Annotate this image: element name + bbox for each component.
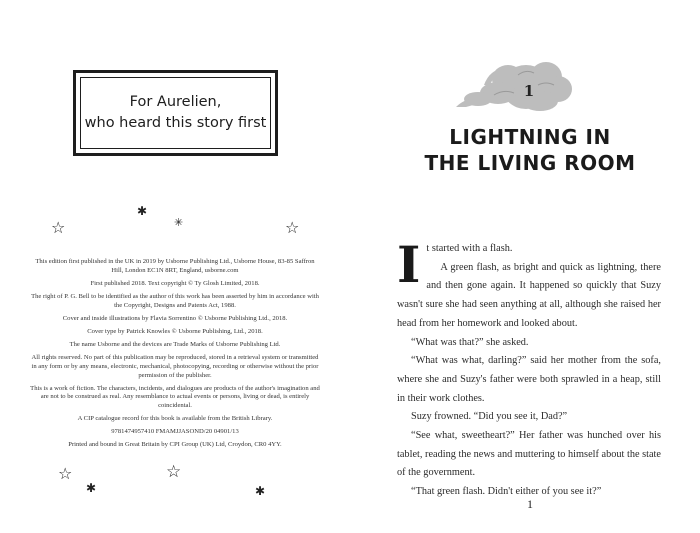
star-icon: ✱	[255, 484, 266, 498]
star-icon: ☆	[58, 464, 73, 483]
imprint-line: 9781474957410 FMAMJJASOND/20 04901/13	[111, 428, 239, 436]
imprint-line: The name Usborne and the devices are Trade Marks of Usborne Publishing Ltd.	[69, 341, 281, 349]
dedication-line-2: who heard this story first	[84, 115, 267, 131]
dedication-frame	[73, 70, 278, 156]
imprint-line: This edition first published in the UK in 2019 by Usborne Publishing Ltd., Usborne House, 83-85 Saffron Hill, London EC1N 8RT, England, usborne.com	[35, 258, 315, 274]
smoke-cloud-icon	[454, 55, 584, 117]
dedication-inner-frame	[80, 77, 271, 149]
imprint-line: First published 2018. Text copyright © Ty Glosh Limited, 2018.	[90, 279, 260, 287]
paragraph: “See what, sweetheart?” Her father was hunched over his tablet, reading the news and muttering to himself about the state of the government.	[397, 430, 661, 479]
imprint-line: All rights reserved. No part of this publication may be reproduced, stored in a retrieval system or transmitted in any form or by any means, electronic, mechanical, photocopying, recording or otherwise without the prior permission of the publisher.	[31, 354, 319, 379]
imprint-line: Cover type by Patrick Knowles © Usborne Publishing, Ltd., 2018.	[87, 327, 263, 335]
page-number: 1	[527, 497, 533, 511]
paragraph: “That green flash. Didn't either of you see it?”	[411, 486, 602, 498]
imprint-line: Cover and inside illustrations by Flavia Sorrentino © Usborne Publishing Ltd., 2018.	[62, 314, 288, 322]
chapter-number: 1	[523, 82, 535, 100]
chapter-title-line-1: LIGHTNING IN	[449, 125, 611, 149]
imprint-line: A CIP catalogue record for this book is available from the British Library.	[77, 415, 273, 423]
dedication-line-1: For Aurelien,	[129, 94, 222, 110]
star-icon: ☆	[166, 462, 182, 482]
star-icon: ✱	[137, 204, 148, 218]
paragraph: A green flash, as bright and quick as lightning, there and then gone again. It happened so quickly that Suzy wasn't sure she had seen anything at all, although she raised her head from her homework and looked about.	[397, 261, 661, 329]
star-icon: ☆	[285, 218, 300, 237]
chapter-title-line-2: THE LIVING ROOM	[424, 151, 636, 175]
star-icon: ✱	[86, 481, 97, 495]
star-icon: ✳	[174, 216, 184, 229]
paragraph: “What was what, darling?” said her mother from the sofa, where she and Suzy's father were both sprawled in a heap, still in their work clothes.	[397, 355, 661, 404]
drop-cap: I	[397, 235, 421, 294]
imprint-line: This is a work of fiction. The characters, incidents, and dialogues are products of the author's imagination and are not to be construed as real. Any resemblance to actual events or persons, living or dead, is entirely coincidental.	[30, 384, 320, 409]
right-page	[350, 0, 700, 533]
chapter-body	[397, 235, 661, 502]
copyright-imprint	[30, 258, 320, 455]
paragraph-text: t started with a flash.	[426, 243, 513, 254]
imprint-line: The right of P. G. Bell to be identified as the author of this work has been asserted by him in accordance with the Copyright, Designs and Patents Act, 1988.	[31, 292, 319, 309]
star-icon: ☆	[51, 218, 66, 237]
paragraph	[397, 235, 661, 294]
paragraph: “What was that?” she asked.	[411, 336, 529, 348]
paragraph: Suzy frowned. “Did you see it, Dad?”	[411, 411, 568, 423]
chapter-title	[410, 124, 650, 176]
imprint-line: Printed and bound in Great Britain by CPI Group (UK) Ltd, Croydon, CR0 4YY.	[68, 441, 282, 449]
